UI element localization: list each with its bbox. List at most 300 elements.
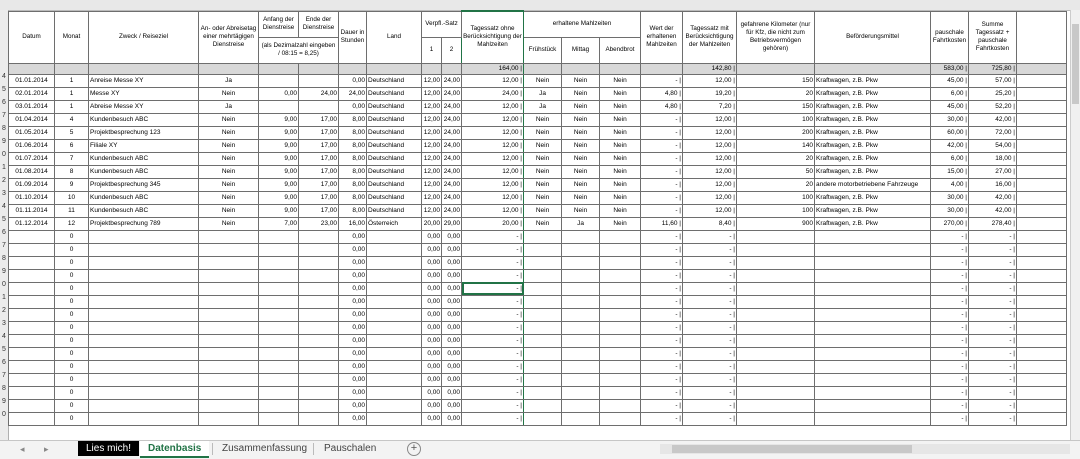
header-pauschale[interactable]: pauschale Fahrtkosten: [931, 11, 969, 63]
cell-fr[interactable]: Nein: [524, 139, 562, 152]
cell-mi[interactable]: Ja: [562, 217, 600, 230]
empty-cell[interactable]: [737, 334, 815, 347]
empty-cell[interactable]: [737, 412, 815, 425]
cell-mi[interactable]: Nein: [562, 87, 600, 100]
empty-cell[interactable]: [1017, 308, 1067, 321]
cell-monat[interactable]: 0: [55, 334, 89, 347]
cell-bef[interactable]: Kraftwagen, z.B. Pkw: [815, 165, 931, 178]
empty-cell[interactable]: [299, 282, 339, 295]
empty-cell[interactable]: [367, 399, 422, 412]
summary-cell[interactable]: [199, 63, 259, 74]
cell-km[interactable]: 100: [737, 113, 815, 126]
cell-dash[interactable]: - |: [969, 334, 1017, 347]
empty-cell[interactable]: [737, 399, 815, 412]
cell-dash[interactable]: - |: [969, 399, 1017, 412]
cell-zweck[interactable]: Abreise Messe XY: [89, 100, 199, 113]
empty-cell[interactable]: [299, 347, 339, 360]
cell-ts[interactable]: 12,00 |: [462, 74, 524, 87]
empty-cell[interactable]: [259, 360, 299, 373]
empty-cell[interactable]: [815, 282, 931, 295]
cell-dauer[interactable]: 0,00: [339, 230, 367, 243]
row-number[interactable]: 8: [2, 255, 6, 262]
empty-cell[interactable]: [562, 373, 600, 386]
cell-bef[interactable]: andere motorbetriebene Fahrzeuge: [815, 178, 931, 191]
cell-ts[interactable]: 12,00 |: [462, 178, 524, 191]
empty-cell[interactable]: [524, 243, 562, 256]
header-verpfl-1[interactable]: 1: [422, 37, 442, 63]
cell-dash[interactable]: - |: [462, 256, 524, 269]
cell-ab[interactable]: Nein: [600, 126, 641, 139]
cell-dauer[interactable]: 8,00: [339, 126, 367, 139]
cell-dauer[interactable]: 0,00: [339, 295, 367, 308]
empty-cell[interactable]: [815, 373, 931, 386]
empty-cell[interactable]: [815, 321, 931, 334]
summary-cell[interactable]: [562, 63, 600, 74]
row-number[interactable]: 4: [2, 333, 6, 340]
cell-sum[interactable]: 16,00 |: [969, 178, 1017, 191]
empty-cell[interactable]: [9, 373, 55, 386]
cell-fr[interactable]: Nein: [524, 74, 562, 87]
cell-v1[interactable]: 12,00: [422, 152, 442, 165]
cell-v1[interactable]: 0,00: [422, 399, 442, 412]
cell-zweck[interactable]: Anreise Messe XY: [89, 74, 199, 87]
empty-cell[interactable]: [1017, 87, 1067, 100]
cell-dauer[interactable]: 0,00: [339, 334, 367, 347]
empty-cell[interactable]: [737, 282, 815, 295]
cell-wert[interactable]: - |: [641, 126, 683, 139]
cell-land[interactable]: Deutschland: [367, 165, 422, 178]
empty-cell[interactable]: [737, 269, 815, 282]
cell-mi[interactable]: Nein: [562, 178, 600, 191]
empty-cell[interactable]: [199, 295, 259, 308]
cell-v2[interactable]: 0,00: [442, 386, 462, 399]
empty-cell[interactable]: [259, 308, 299, 321]
cell-sum[interactable]: 57,00 |: [969, 74, 1017, 87]
cell-zweck[interactable]: Kundenbesuch ABC: [89, 191, 199, 204]
empty-cell[interactable]: [737, 256, 815, 269]
header-anfang[interactable]: Anfang der Dienstreise: [259, 11, 299, 37]
cell-km[interactable]: 150: [737, 100, 815, 113]
empty-cell[interactable]: [1017, 139, 1067, 152]
cell-monat[interactable]: 5: [55, 126, 89, 139]
cell-fr[interactable]: Nein: [524, 152, 562, 165]
cell-dash[interactable]: - |: [969, 321, 1017, 334]
cell-dauer[interactable]: 8,00: [339, 191, 367, 204]
cell-v1[interactable]: 12,00: [422, 178, 442, 191]
cell-tsm[interactable]: 12,00 |: [683, 139, 737, 152]
cell-tsm[interactable]: 12,00 |: [683, 152, 737, 165]
empty-cell[interactable]: [815, 412, 931, 425]
empty-cell[interactable]: [815, 230, 931, 243]
row-number[interactable]: 8: [2, 125, 6, 132]
empty-cell[interactable]: [1017, 178, 1067, 191]
row-number[interactable]: 0: [2, 281, 6, 288]
cell-dash[interactable]: - |: [683, 243, 737, 256]
cell-wert[interactable]: - |: [641, 139, 683, 152]
cell-land[interactable]: Deutschland: [367, 74, 422, 87]
empty-cell[interactable]: [524, 386, 562, 399]
cell-v2[interactable]: 0,00: [442, 230, 462, 243]
row-number[interactable]: 5: [2, 216, 6, 223]
empty-cell[interactable]: [299, 360, 339, 373]
cell-dauer[interactable]: 0,00: [339, 399, 367, 412]
cell-anfang[interactable]: 9,00: [259, 139, 299, 152]
empty-cell[interactable]: [524, 295, 562, 308]
cell-ab[interactable]: Nein: [600, 100, 641, 113]
row-number[interactable]: 5: [2, 86, 6, 93]
header-erhaltene[interactable]: erhaltene Mahlzeiten: [524, 11, 641, 37]
row-number[interactable]: 6: [2, 359, 6, 366]
empty-cell[interactable]: [367, 282, 422, 295]
cell-ende[interactable]: 17,00: [299, 113, 339, 126]
row-number[interactable]: 1: [2, 164, 6, 171]
cell-v1[interactable]: 12,00: [422, 139, 442, 152]
cell-datum[interactable]: 01.11.2014: [9, 204, 55, 217]
row-number[interactable]: 2: [2, 307, 6, 314]
cell-fr[interactable]: Nein: [524, 126, 562, 139]
cell-mi[interactable]: Nein: [562, 191, 600, 204]
cell-dauer[interactable]: 0,00: [339, 243, 367, 256]
cell-monat[interactable]: 0: [55, 256, 89, 269]
empty-cell[interactable]: [600, 373, 641, 386]
empty-cell[interactable]: [815, 269, 931, 282]
cell-dash[interactable]: - |: [931, 256, 969, 269]
empty-cell[interactable]: [89, 373, 199, 386]
cell-dash[interactable]: - |: [931, 412, 969, 425]
empty-cell[interactable]: [524, 321, 562, 334]
empty-cell[interactable]: [1017, 295, 1067, 308]
cell-dash[interactable]: - |: [641, 282, 683, 295]
cell-sum[interactable]: 18,00 |: [969, 152, 1017, 165]
cell-tsm[interactable]: 12,00 |: [683, 74, 737, 87]
cell-land[interactable]: Österreich: [367, 217, 422, 230]
cell-v2[interactable]: 0,00: [442, 360, 462, 373]
cell-dauer[interactable]: 0,00: [339, 360, 367, 373]
cell-ts[interactable]: 24,00 |: [462, 87, 524, 100]
cell-ende[interactable]: 17,00: [299, 139, 339, 152]
cell-dauer[interactable]: 0,00: [339, 412, 367, 425]
empty-cell[interactable]: [524, 282, 562, 295]
cell-sum[interactable]: 25,20 |: [969, 87, 1017, 100]
empty-cell[interactable]: [367, 334, 422, 347]
empty-cell[interactable]: [367, 347, 422, 360]
cell-dauer[interactable]: 8,00: [339, 152, 367, 165]
empty-cell[interactable]: [89, 269, 199, 282]
cell-fr[interactable]: Nein: [524, 113, 562, 126]
cell-wert[interactable]: - |: [641, 178, 683, 191]
header-abreisetag[interactable]: An- oder Abreisetag einer mehrtägigen Dienstreise: [199, 11, 259, 63]
empty-cell[interactable]: [1017, 100, 1067, 113]
cell-v1[interactable]: 0,00: [422, 256, 442, 269]
empty-cell[interactable]: [259, 412, 299, 425]
cell-pf[interactable]: 6,00 |: [931, 152, 969, 165]
cell-v1[interactable]: 0,00: [422, 230, 442, 243]
cell-tsm[interactable]: 12,00 |: [683, 165, 737, 178]
empty-cell[interactable]: [299, 256, 339, 269]
cell-ende[interactable]: 17,00: [299, 178, 339, 191]
cell-datum[interactable]: 01.12.2014: [9, 217, 55, 230]
cell-v2[interactable]: 0,00: [442, 282, 462, 295]
cell-monat[interactable]: 4: [55, 113, 89, 126]
cell-v2[interactable]: 24,00: [442, 165, 462, 178]
empty-cell[interactable]: [1017, 269, 1067, 282]
row-number[interactable]: 8: [2, 385, 6, 392]
summary-cell[interactable]: [9, 63, 55, 74]
summary-cell[interactable]: [422, 63, 442, 74]
cell-dash[interactable]: - |: [969, 230, 1017, 243]
cell-dash[interactable]: - |: [641, 295, 683, 308]
empty-cell[interactable]: [524, 399, 562, 412]
empty-cell[interactable]: [9, 282, 55, 295]
cell-dash[interactable]: - |: [683, 321, 737, 334]
cell-dauer[interactable]: 0,00: [339, 373, 367, 386]
cell-km[interactable]: 20: [737, 178, 815, 191]
cell-dash[interactable]: - |: [969, 295, 1017, 308]
empty-cell[interactable]: [9, 334, 55, 347]
empty-cell[interactable]: [524, 269, 562, 282]
empty-cell[interactable]: [1017, 11, 1067, 63]
cell-km[interactable]: 100: [737, 204, 815, 217]
cell-ab[interactable]: Nein: [600, 204, 641, 217]
cell-dash[interactable]: - |: [683, 295, 737, 308]
cell-dash[interactable]: - |: [462, 243, 524, 256]
summary-cell[interactable]: [259, 63, 299, 74]
cell-abreise[interactable]: Nein: [199, 165, 259, 178]
cell-monat[interactable]: 11: [55, 204, 89, 217]
cell-anfang[interactable]: 9,00: [259, 152, 299, 165]
row-number[interactable]: 7: [2, 112, 6, 119]
empty-cell[interactable]: [737, 295, 815, 308]
empty-cell[interactable]: [199, 243, 259, 256]
cell-dauer[interactable]: 8,00: [339, 204, 367, 217]
cell-tsm[interactable]: 12,00 |: [683, 191, 737, 204]
cell-dash[interactable]: - |: [462, 399, 524, 412]
prev-sheet-icon[interactable]: ◂: [20, 444, 25, 454]
cell-abreise[interactable]: Nein: [199, 191, 259, 204]
cell-ende[interactable]: 17,00: [299, 204, 339, 217]
header-fruehstueck[interactable]: Frühstück: [524, 37, 562, 63]
cell-monat[interactable]: 0: [55, 243, 89, 256]
empty-cell[interactable]: [9, 308, 55, 321]
cell-dash[interactable]: - |: [641, 243, 683, 256]
cell-dash[interactable]: - |: [683, 373, 737, 386]
empty-cell[interactable]: [89, 334, 199, 347]
cell-v1[interactable]: 0,00: [422, 282, 442, 295]
empty-cell[interactable]: [562, 334, 600, 347]
empty-cell[interactable]: [259, 321, 299, 334]
row-number[interactable]: 0: [2, 151, 6, 158]
tab-lies-mich[interactable]: Lies mich!: [78, 441, 139, 456]
empty-cell[interactable]: [1017, 152, 1067, 165]
cell-dauer[interactable]: 8,00: [339, 178, 367, 191]
cell-v2[interactable]: 24,00: [442, 87, 462, 100]
cell-dash[interactable]: - |: [683, 399, 737, 412]
empty-cell[interactable]: [259, 295, 299, 308]
cell-abreise[interactable]: Nein: [199, 217, 259, 230]
empty-cell[interactable]: [562, 360, 600, 373]
row-number[interactable]: 6: [2, 99, 6, 106]
tab-zusammenfassung[interactable]: Zusammenfassung: [222, 443, 308, 454]
empty-cell[interactable]: [737, 230, 815, 243]
cell-wert[interactable]: - |: [641, 74, 683, 87]
cell-zweck[interactable]: Projektbesprechung 789: [89, 217, 199, 230]
header-ende[interactable]: Ende der Dienstreise: [299, 11, 339, 37]
cell-monat[interactable]: 0: [55, 412, 89, 425]
cell-km[interactable]: 20: [737, 152, 815, 165]
cell-ab[interactable]: Nein: [600, 217, 641, 230]
empty-cell[interactable]: [600, 386, 641, 399]
cell-sum[interactable]: 42,00 |: [969, 113, 1017, 126]
cell-km[interactable]: 150: [737, 74, 815, 87]
cell-dash[interactable]: - |: [931, 399, 969, 412]
empty-cell[interactable]: [259, 399, 299, 412]
cell-sum[interactable]: 52,20 |: [969, 100, 1017, 113]
cell-pf[interactable]: 45,00 |: [931, 74, 969, 87]
cell-tsm[interactable]: 12,00 |: [683, 204, 737, 217]
cell-datum[interactable]: 02.01.2014: [9, 87, 55, 100]
cell-datum[interactable]: 01.09.2014: [9, 178, 55, 191]
empty-cell[interactable]: [89, 321, 199, 334]
cell-dash[interactable]: - |: [462, 373, 524, 386]
row-number[interactable]: 9: [2, 138, 6, 145]
empty-cell[interactable]: [562, 412, 600, 425]
empty-cell[interactable]: [600, 334, 641, 347]
cell-dauer[interactable]: 0,00: [339, 256, 367, 269]
cell-dash[interactable]: - |: [931, 308, 969, 321]
cell-wert[interactable]: - |: [641, 165, 683, 178]
cell-sum[interactable]: 42,00 |: [969, 191, 1017, 204]
cell-dash[interactable]: - |: [641, 347, 683, 360]
cell-bef[interactable]: Kraftwagen, z.B. Pkw: [815, 139, 931, 152]
empty-cell[interactable]: [600, 282, 641, 295]
cell-bef[interactable]: Kraftwagen, z.B. Pkw: [815, 126, 931, 139]
empty-cell[interactable]: [199, 321, 259, 334]
empty-cell[interactable]: [600, 230, 641, 243]
cell-monat[interactable]: 0: [55, 386, 89, 399]
summary-cell[interactable]: [367, 63, 422, 74]
empty-cell[interactable]: [367, 243, 422, 256]
header-tagessatz-mit[interactable]: Tagessatz mit Berücksichtigung der Mahlzeiten: [683, 11, 737, 63]
empty-cell[interactable]: [259, 386, 299, 399]
cell-v1[interactable]: 12,00: [422, 87, 442, 100]
header-zweck[interactable]: Zweck / Reiseziel: [89, 11, 199, 63]
empty-cell[interactable]: [299, 243, 339, 256]
cell-dash[interactable]: - |: [931, 243, 969, 256]
summary-cell[interactable]: [600, 63, 641, 74]
empty-cell[interactable]: [9, 256, 55, 269]
empty-cell[interactable]: [815, 243, 931, 256]
cell-v1[interactable]: 12,00: [422, 165, 442, 178]
header-dezimal-note[interactable]: (als Dezimalzahl eingeben / 08:15 = 8,25): [259, 37, 339, 63]
cell-ende[interactable]: [299, 74, 339, 87]
cell-dash[interactable]: - |: [683, 230, 737, 243]
cell-mi[interactable]: Nein: [562, 126, 600, 139]
header-verpfl[interactable]: Verpfl.-Satz: [422, 11, 462, 37]
summary-cell[interactable]: [524, 63, 562, 74]
cell-sum[interactable]: 278,40 |: [969, 217, 1017, 230]
cell-bef[interactable]: Kraftwagen, z.B. Pkw: [815, 100, 931, 113]
empty-cell[interactable]: [1017, 399, 1067, 412]
empty-cell[interactable]: [562, 256, 600, 269]
empty-cell[interactable]: [524, 256, 562, 269]
cell-v1[interactable]: 12,00: [422, 191, 442, 204]
empty-cell[interactable]: [524, 412, 562, 425]
empty-cell[interactable]: [600, 347, 641, 360]
cell-dash[interactable]: - |: [683, 308, 737, 321]
empty-cell[interactable]: [1017, 334, 1067, 347]
cell-abreise[interactable]: Ja: [199, 100, 259, 113]
cell-v1[interactable]: 0,00: [422, 321, 442, 334]
cell-monat[interactable]: 6: [55, 139, 89, 152]
row-number[interactable]: 3: [2, 190, 6, 197]
cell-pf[interactable]: 30,00 |: [931, 204, 969, 217]
cell-zweck[interactable]: Kundenbesuch ABC: [89, 152, 199, 165]
cell-dash[interactable]: - |: [969, 412, 1017, 425]
empty-cell[interactable]: [367, 360, 422, 373]
cell-dash[interactable]: - |: [683, 386, 737, 399]
cell-dauer[interactable]: 24,00: [339, 87, 367, 100]
cell-dash[interactable]: - |: [969, 347, 1017, 360]
row-number[interactable]: 6: [2, 229, 6, 236]
empty-cell[interactable]: [9, 295, 55, 308]
cell-dash[interactable]: - |: [969, 269, 1017, 282]
cell-anfang[interactable]: 9,00: [259, 126, 299, 139]
cell-dash[interactable]: - |: [462, 269, 524, 282]
empty-cell[interactable]: [524, 360, 562, 373]
empty-cell[interactable]: [524, 347, 562, 360]
cell-dash[interactable]: - |: [931, 360, 969, 373]
cell-monat[interactable]: 7: [55, 152, 89, 165]
cell-dash[interactable]: - |: [931, 321, 969, 334]
row-number[interactable]: 9: [2, 268, 6, 275]
empty-cell[interactable]: [199, 269, 259, 282]
empty-cell[interactable]: [259, 230, 299, 243]
empty-cell[interactable]: [259, 347, 299, 360]
cell-v2[interactable]: 24,00: [442, 152, 462, 165]
cell-abreise[interactable]: Nein: [199, 126, 259, 139]
cell-dash[interactable]: - |: [641, 230, 683, 243]
cell-bef[interactable]: Kraftwagen, z.B. Pkw: [815, 217, 931, 230]
empty-cell[interactable]: [367, 308, 422, 321]
cell-ende[interactable]: 24,00: [299, 87, 339, 100]
cell-bef[interactable]: Kraftwagen, z.B. Pkw: [815, 152, 931, 165]
cell-anfang[interactable]: 9,00: [259, 178, 299, 191]
empty-cell[interactable]: [1017, 347, 1067, 360]
empty-cell[interactable]: [815, 386, 931, 399]
cell-dash[interactable]: - |: [969, 373, 1017, 386]
cell-anfang[interactable]: [259, 100, 299, 113]
cell-v2[interactable]: 24,00: [442, 74, 462, 87]
empty-cell[interactable]: [815, 360, 931, 373]
empty-cell[interactable]: [199, 386, 259, 399]
empty-cell[interactable]: [89, 230, 199, 243]
cell-land[interactable]: Deutschland: [367, 100, 422, 113]
cell-dash[interactable]: - |: [641, 399, 683, 412]
cell-dauer[interactable]: 8,00: [339, 113, 367, 126]
empty-cell[interactable]: [1017, 243, 1067, 256]
cell-tsm[interactable]: 7,20 |: [683, 100, 737, 113]
empty-cell[interactable]: [1017, 386, 1067, 399]
cell-zweck[interactable]: Messe XY: [89, 87, 199, 100]
cell-dash[interactable]: - |: [931, 230, 969, 243]
empty-cell[interactable]: [89, 386, 199, 399]
empty-cell[interactable]: [524, 230, 562, 243]
cell-v1[interactable]: 12,00: [422, 74, 442, 87]
cell-zweck[interactable]: Kundenbesuch ABC: [89, 113, 199, 126]
summary-cell[interactable]: [737, 63, 815, 74]
empty-cell[interactable]: [9, 269, 55, 282]
empty-cell[interactable]: [737, 347, 815, 360]
